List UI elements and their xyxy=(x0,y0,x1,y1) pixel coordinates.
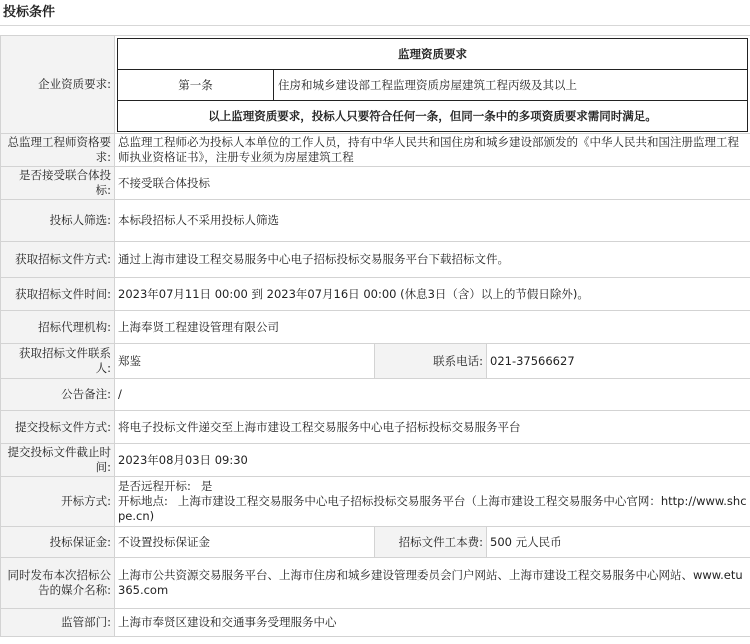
row-supervision xyxy=(1,609,750,637)
opening-location-value: 上海市建设工程交易服务中心电子招标投标交易服务平台（上海市建设工程交易服务中心官网：http://www.shcpe.cn) xyxy=(118,494,747,523)
label-agency: 招标代理机构: xyxy=(1,311,115,344)
row-consortium xyxy=(1,167,750,200)
value-get-method: 通过上海市建设工程交易服务中心电子招标投标交易服务平台下载招标文件。 xyxy=(115,242,750,278)
row-chief-engineer xyxy=(1,134,750,167)
value-opening xyxy=(115,477,750,527)
value-contact: 郑鉴 xyxy=(115,344,375,379)
label-opening: 开标方式: xyxy=(1,477,115,527)
label-fee: 招标文件工本费: xyxy=(375,527,487,558)
row-remark xyxy=(1,379,750,411)
label-submit-method: 提交投标文件方式: xyxy=(1,411,115,444)
qualification-table xyxy=(117,38,748,132)
label-remark: 公告备注: xyxy=(1,379,115,411)
value-get-time: 2023年07月11日 00:00 到 2023年07月16日 00:00 (休息3日（含）以上的节假日除外)。 xyxy=(115,278,750,311)
label-phone: 联系电话: xyxy=(375,344,487,379)
qualification-footer: 以上监理资质要求，投标人只要符合任何一条，但同一条中的多项资质要求需同时满足。 xyxy=(118,101,748,132)
label-supervision: 监管部门: xyxy=(1,609,115,637)
row-submit-method xyxy=(1,411,750,444)
opening-location-label: 开标地点: xyxy=(118,494,168,508)
value-deadline: 2023年08月03日 09:30 xyxy=(115,444,750,477)
label-chief-engineer: 总监理工程师资格要求: xyxy=(1,134,115,167)
opening-remote xyxy=(118,479,747,494)
label-deposit: 投标保证金: xyxy=(1,527,115,558)
row-agency xyxy=(1,311,750,344)
value-chief-engineer: 总监理工程师必为投标人本单位的工作人员，持有中华人民共和国住房和城乡建设部颁发的《中华人民共和国注册监理工程师执业资格证书》，注册专业须为房屋建筑工程 xyxy=(115,134,750,167)
label-media: 同时发布本次招标公告的媒介名称: xyxy=(1,558,115,609)
qualification-rule-text: 住房和城乡建设部工程监理资质房屋建筑工程丙级及其以上 xyxy=(274,70,748,101)
row-screening xyxy=(1,200,750,242)
row-get-method xyxy=(1,242,750,278)
opening-remote-value: 是 xyxy=(200,479,213,493)
value-agency: 上海奉贤工程建设管理有限公司 xyxy=(115,311,750,344)
tender-conditions-table xyxy=(0,35,750,637)
label-deadline: 提交投标文件截止时间: xyxy=(1,444,115,477)
qualification-header: 监理资质要求 xyxy=(118,39,748,70)
label-get-time: 获取招标文件时间: xyxy=(1,278,115,311)
row-qualification xyxy=(1,36,750,134)
value-media: 上海市公共资源交易服务平台、上海市住房和城乡建设管理委员会门户网站、上海市建设工程交易服务中心网站、www.etu365.com xyxy=(115,558,750,609)
value-consortium: 不接受联合体投标 xyxy=(115,167,750,200)
value-fee: 500 元人民币 xyxy=(487,527,750,558)
label-get-method: 获取招标文件方式: xyxy=(1,242,115,278)
row-media xyxy=(1,558,750,609)
label-contact: 获取招标文件联系人: xyxy=(1,344,115,379)
value-supervision: 上海市奉贤区建设和交通事务受理服务中心 xyxy=(115,609,750,637)
row-deposit xyxy=(1,527,750,558)
row-deadline xyxy=(1,444,750,477)
row-get-time xyxy=(1,278,750,311)
value-submit-method: 将电子投标文件递交至上海市建设工程交易服务中心电子招标投标交易服务平台 xyxy=(115,411,750,444)
value-screening: 本标段招标人不采用投标人筛选 xyxy=(115,200,750,242)
qualification-rule-no: 第一条 xyxy=(118,70,274,101)
label-qualification: 企业资质要求: xyxy=(1,36,115,134)
opening-remote-label: 是否远程开标: xyxy=(118,479,191,493)
value-remark: / xyxy=(115,379,750,411)
row-contact xyxy=(1,344,750,379)
label-consortium: 是否接受联合体投标: xyxy=(1,167,115,200)
section-title: 投标条件 xyxy=(0,0,750,26)
value-phone: 021-37566627 xyxy=(487,344,750,379)
row-opening xyxy=(1,477,750,527)
label-screening: 投标人筛选: xyxy=(1,200,115,242)
value-deposit: 不设置投标保证金 xyxy=(115,527,375,558)
opening-location xyxy=(118,494,747,524)
